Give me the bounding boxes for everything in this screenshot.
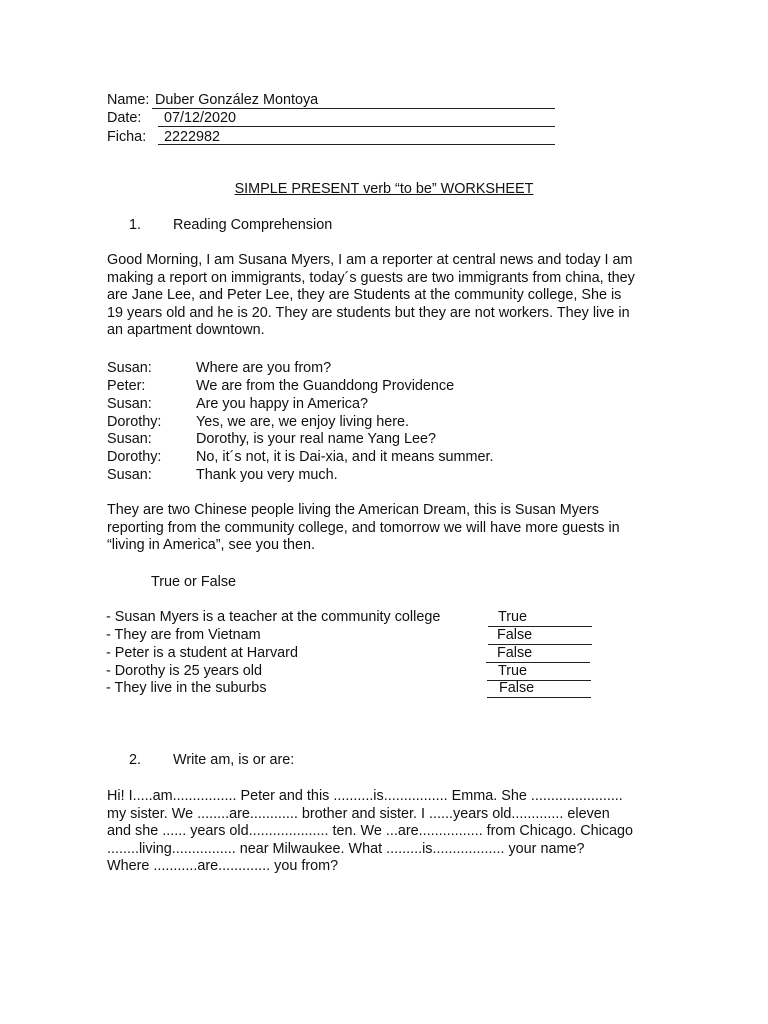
dialogue-speaker: Dorothy:	[107, 414, 162, 430]
true-false-statement: - They are from Vietnam	[106, 627, 261, 643]
worksheet-title: SIMPLE PRESENT verb “to be” WORKSHEET	[234, 181, 534, 197]
date-value: 07/12/2020	[164, 110, 237, 126]
section1-heading: Reading Comprehension	[173, 217, 333, 233]
section1-number: 1.	[129, 217, 142, 233]
intro-paragraph	[107, 252, 667, 340]
fill-in-line: Where ...........are............. you from?	[107, 858, 339, 875]
name-value: Duber González Montoya	[155, 92, 319, 108]
dialogue-speaker: Susan:	[107, 360, 152, 376]
ficha-label: Ficha:	[107, 129, 147, 145]
ficha-underline	[158, 144, 555, 145]
ficha-value: 2222982	[164, 129, 221, 145]
fill-in-line: Hi! I.....am................ Peter and this ..........is................ Emma. She .......................	[107, 788, 623, 804]
closing-paragraph	[107, 502, 667, 555]
fill-in-paragraph	[107, 788, 667, 876]
true-false-answer-field	[487, 680, 591, 698]
true-false-answer-field	[488, 627, 592, 645]
true-false-statement: - Dorothy is 25 years old	[106, 663, 262, 679]
true-false-heading: True or False	[151, 574, 237, 590]
dialogue-text: No, it´s not, it is Dai-xia, and it means summer.	[196, 449, 494, 465]
dialogue-speaker: Dorothy:	[107, 449, 162, 465]
intro-line: making a report on immigrants, today´s guests are two immigrants from china, they	[107, 269, 635, 286]
true-false-answer-field	[488, 609, 592, 627]
dialogue-text: Where are you from?	[196, 360, 332, 376]
closing-line: reporting from the community college, and tomorrow we will have more guests in	[107, 519, 620, 536]
true-false-answer: False	[497, 627, 533, 643]
section2-heading: Write am, is or are:	[173, 752, 295, 768]
dialogue-text: Dorothy, is your real name Yang Lee?	[196, 431, 436, 447]
true-false-statement: - They live in the suburbs	[106, 680, 267, 696]
dialogue-speaker: Susan:	[107, 467, 152, 483]
true-false-answer-field	[486, 645, 590, 663]
true-false-answer-field	[487, 663, 591, 681]
section2-number: 2.	[129, 752, 142, 768]
dialogue-text: Are you happy in America?	[196, 396, 368, 412]
dialogue-speaker: Susan:	[107, 431, 152, 447]
fill-in-line: and she ...... years old.................... ten. We ...are................ from Chicago. Chicago	[107, 823, 634, 840]
intro-line: Good Morning, I am Susana Myers, I am a reporter at central news and today I am	[107, 252, 633, 268]
closing-line: “living in America”, see you then.	[107, 537, 315, 554]
true-false-statement: - Peter is a student at Harvard	[106, 645, 298, 661]
closing-line: They are two Chinese people living the American Dream, this is Susan Myers	[107, 502, 599, 518]
name-label: Name:	[107, 92, 150, 108]
intro-line: 19 years old and he is 20. They are students but they are not workers. They live in	[107, 304, 630, 321]
dialogue-speaker: Susan:	[107, 396, 152, 412]
intro-line: are Jane Lee, and Peter Lee, they are Students at the community college, She is	[107, 287, 622, 304]
dialogue-text: Yes, we are, we enjoy living here.	[196, 414, 410, 430]
name-underline	[152, 108, 555, 109]
true-false-answer: False	[497, 645, 533, 661]
true-false-statement: - Susan Myers is a teacher at the community college	[106, 609, 441, 625]
true-false-answer: True	[498, 663, 528, 679]
true-false-answer: True	[498, 609, 528, 625]
date-underline	[158, 126, 555, 127]
dialogue-text: Thank you very much.	[196, 467, 338, 483]
date-label: Date:	[107, 110, 142, 126]
fill-in-line: my sister. We ........are............ brother and sister. I ......years old............. eleven	[107, 805, 610, 822]
fill-in-line: ........living................ near Milwaukee. What .........is.................. your name?	[107, 840, 585, 857]
dialogue-speaker: Peter:	[107, 378, 146, 394]
true-false-answer: False	[499, 680, 535, 696]
dialogue-text: We are from the Guanddong Providence	[196, 378, 455, 394]
intro-line: an apartment downtown.	[107, 322, 265, 339]
